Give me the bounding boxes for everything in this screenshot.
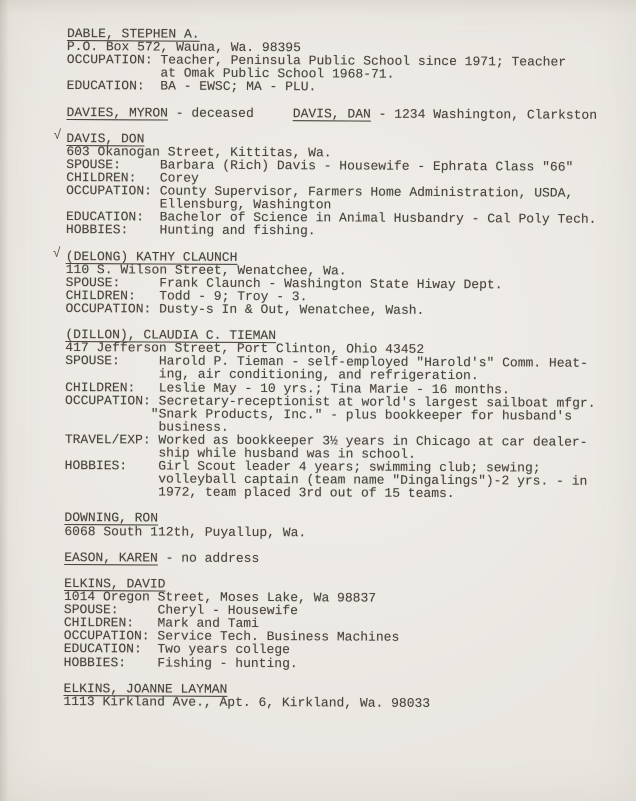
entry-name: (DILLON), CLAUDIA C. TIEMAN [65,327,277,344]
entry-text-line [63,695,594,711]
typewritten-text-block [52,26,598,724]
text-segment: OCCUPATION: Service Tech. Business Machines [63,628,400,646]
text-segment: CHILDREN: Corey [66,170,199,186]
entry-dable-stephen-a [67,27,598,95]
text-segment: - 1234 Washington, Clarkston [370,106,598,123]
entry-eason-karen [64,551,595,567]
text-segment: HOBBIES: Fishing - hunting. [63,654,298,671]
text-segment: EDUCATION: Two years college [63,641,291,658]
text-segment: CHILDREN: Leslie May - 10 yrs.; Tina Marie - 16 months. [65,379,510,397]
text-segment: CHILDREN: Mark and Tami [63,615,259,632]
text-segment: OCCUPATION: Teacher, Peninsula Public School since 1971; Teacher [66,52,567,70]
text-segment: CHILDREN: Todd - 9; Troy - 3. [65,287,308,305]
text-segment: P.O. Box 572, Wauna, Wa. 98395 [66,39,301,56]
entry-text-line [65,485,596,501]
text-segment: SPOUSE: Barbara (Rich) Davis - Housewife - Ephrata Class "66" [66,156,574,175]
text-segment: SPOUSE: Harold P. Tieman - self-employed "Harold's" Comm. Heat- [65,353,588,372]
text-segment: ing, air conditioning, and refrigeration. [65,366,479,384]
text-segment: ship while husband was in school. [64,444,416,462]
entry-name: DABLE, STEPHEN A. [66,26,200,42]
entry-text-line [66,223,597,239]
entry-header-line [67,106,598,122]
entry-downing-ron [64,511,595,540]
text-segment: 417 Jefferson Street, Port Clinton, Ohio 43452 [65,340,425,358]
entry-davis-don [53,128,597,240]
entry-text-line [65,302,596,318]
text-segment: 1113 Kirkland Ave., Apt. 6, Kirkland, Wa. 98033 [63,693,431,711]
entry-name: DAVIS, DON [66,130,145,147]
text-segment: - deceased [167,105,293,121]
entry-delong-kathy-claunch [52,246,596,318]
text-segment: 603 Okanogan Street, Kittitas, Wa. [66,143,332,161]
text-segment: OCCUPATION: County Supervisor, Farmers Home Administration, USDA, [66,183,574,201]
entry-name: DAVIES, MYRON [66,104,169,121]
entry-text-line [64,655,595,671]
entry-name: DOWNING, RON [64,510,159,526]
entry-name: ELKINS, JOANNE LAYMAN [63,680,228,697]
text-segment: "Snark Products, Inc." - plus bookkeeper for husband's [64,405,573,424]
text-segment: SPOUSE: Frank Claunch - Washington State Hiway Dept. [65,274,503,293]
text-segment: EDUCATION: BA - EWSC; MA - PLU. [66,78,317,95]
text-segment: EDUCATION: Bachelor of Science in Animal Husbandry - Cal Poly Tech. [65,209,597,228]
text-segment: HOBBIES: Girl Scout leader 4 years; swimming club; sewing; [64,458,541,476]
text-segment: 110 S. Wilson Street, Wenatchee, Wa. [65,261,347,279]
text-segment: 1014 Oregon Street, Moses Lake, Wa 98837 [63,589,377,606]
text-segment: HOBBIES: Hunting and fishing. [65,222,316,239]
entry-davies-myron-and-davis-dan [67,106,598,122]
entry-elkins-joanne-layman [63,682,594,711]
text-segment: TRAVEL/EXP: Worked as bookkeeper 3½ years in Chicago at car dealer- [64,431,588,450]
entry-text-line [64,525,595,541]
text-segment: Ellensburg, Washington [66,196,332,213]
text-segment: volleyball captain (team name "Dingalings")-2 yrs. - in [64,471,588,489]
entry-dillon-claudia-c-tieman [65,328,596,501]
entry-elkins-david [64,577,595,671]
entry-name: EASON, KAREN [64,549,158,566]
text-segment: OCCUPATION: Secretary-receptionist at world's largest sailboat mfgr. [65,392,596,411]
entry-name: DAVIS, DAN [292,105,371,122]
text-segment: business. [64,418,229,435]
text-segment: at Omak Public School 1968-71. [66,65,395,82]
handwritten-checkmark: √ [53,128,62,144]
text-segment: - no address [157,550,260,566]
entry-name: ELKINS, DAVID [64,575,166,592]
entry-text-line [67,79,598,95]
handwritten-checkmark: √ [52,246,61,262]
text-segment: OCCUPATION: Dusty-s In & Out, Wenatchee, Wash. [65,300,425,318]
entry-header-line [64,551,595,567]
entry-name: (DELONG) KATHY CLAUNCH [65,248,238,265]
text-segment: 1972, team placed 3rd out of 15 teams. [64,484,455,502]
text-segment: 6068 South 112th, Puyallup, Wa. [64,523,307,540]
text-segment: SPOUSE: Cheryl - Housewife [63,602,299,619]
